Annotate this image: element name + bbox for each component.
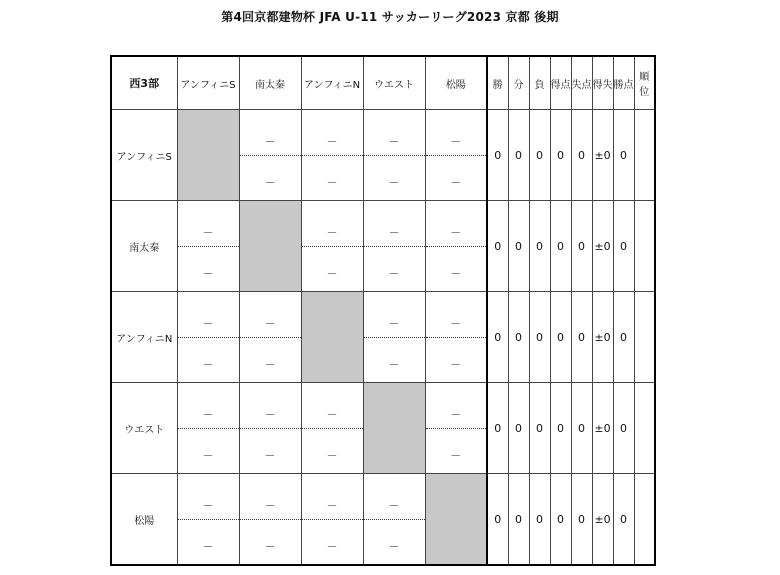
dotted-divider	[240, 519, 301, 520]
first-half-score: －	[388, 135, 400, 148]
self-match-cell	[239, 201, 301, 292]
stat-goals-against: 0	[571, 110, 592, 201]
stat-points: 0	[613, 201, 634, 292]
dotted-divider	[364, 246, 425, 247]
stat-points: 0	[613, 383, 634, 474]
stat-losses: 0	[529, 292, 550, 383]
stat-goals-against: 0	[571, 383, 592, 474]
stat-goals-for: 0	[550, 292, 571, 383]
match-score-cell	[425, 292, 487, 383]
row-team-name: アンフィニN	[111, 292, 177, 383]
second-half-score: －	[388, 540, 400, 553]
col-header-team: アンフィニS	[177, 56, 239, 110]
second-half-score: －	[388, 358, 400, 371]
table-row	[111, 383, 655, 474]
stat-goal-diff: ±0	[592, 383, 613, 474]
dotted-divider	[302, 428, 363, 429]
first-half-score: －	[450, 226, 462, 239]
stat-wins: 0	[487, 292, 508, 383]
stat-goal-diff: ±0	[592, 201, 613, 292]
self-match-cell	[177, 110, 239, 201]
stat-goal-diff: ±0	[592, 110, 613, 201]
match-score-cell	[301, 383, 363, 474]
match-score-cell	[177, 201, 239, 292]
self-match-cell	[301, 292, 363, 383]
col-header-goals-against: 失点	[571, 56, 592, 110]
match-score-cell	[363, 201, 425, 292]
match-score-cell	[239, 110, 301, 201]
dotted-divider	[426, 246, 487, 247]
match-score-cell	[239, 292, 301, 383]
col-header-points: 勝点	[613, 56, 634, 110]
second-half-score: －	[264, 176, 276, 189]
match-score-cell	[425, 201, 487, 292]
match-score-cell	[363, 292, 425, 383]
col-header-team: ウエスト	[363, 56, 425, 110]
page-title: 第4回京都建物杯 JFA U-11 サッカーリーグ2023 京都 後期	[221, 10, 559, 24]
stat-goals-for: 0	[550, 474, 571, 566]
first-half-score: －	[264, 135, 276, 148]
stat-rank	[634, 383, 655, 474]
stat-draws: 0	[508, 201, 529, 292]
first-half-score: －	[326, 135, 338, 148]
stat-wins: 0	[487, 383, 508, 474]
row-team-name: アンフィニS	[111, 110, 177, 201]
col-header-losses: 負	[529, 56, 550, 110]
match-score-cell	[301, 474, 363, 566]
dotted-divider	[364, 337, 425, 338]
second-half-score: －	[264, 540, 276, 553]
stat-goals-for: 0	[550, 383, 571, 474]
first-half-score: －	[450, 317, 462, 330]
first-half-score: －	[202, 226, 214, 239]
second-half-score: －	[202, 358, 214, 371]
row-team-name: 南太秦	[111, 201, 177, 292]
row-team-name: ウエスト	[111, 383, 177, 474]
stat-losses: 0	[529, 383, 550, 474]
dotted-divider	[178, 428, 239, 429]
first-half-score: －	[202, 499, 214, 512]
second-half-score: －	[326, 449, 338, 462]
stat-goals-for: 0	[550, 110, 571, 201]
col-header-team: 南太秦	[239, 56, 301, 110]
dotted-divider	[426, 155, 487, 156]
match-score-cell	[239, 383, 301, 474]
stat-points: 0	[613, 292, 634, 383]
stat-goal-diff: ±0	[592, 474, 613, 566]
stat-wins: 0	[487, 110, 508, 201]
stat-draws: 0	[508, 292, 529, 383]
match-score-cell	[425, 383, 487, 474]
stat-rank	[634, 110, 655, 201]
match-score-cell	[425, 110, 487, 201]
stat-goals-against: 0	[571, 474, 592, 566]
dotted-divider	[426, 337, 487, 338]
division-label: 西3部	[111, 56, 177, 110]
stat-goals-for: 0	[550, 201, 571, 292]
col-header-goals-for: 得点	[550, 56, 571, 110]
dotted-divider	[240, 428, 301, 429]
dotted-divider	[178, 519, 239, 520]
second-half-score: －	[326, 267, 338, 280]
dotted-divider	[364, 519, 425, 520]
dotted-divider	[364, 155, 425, 156]
dotted-divider	[240, 337, 301, 338]
first-half-score: －	[326, 408, 338, 421]
stat-wins: 0	[487, 474, 508, 566]
stat-goal-diff: ±0	[592, 292, 613, 383]
second-half-score: －	[264, 449, 276, 462]
stat-goals-against: 0	[571, 292, 592, 383]
self-match-cell	[363, 383, 425, 474]
match-score-cell	[177, 474, 239, 566]
table-row	[111, 292, 655, 383]
second-half-score: －	[202, 540, 214, 553]
dotted-divider	[178, 246, 239, 247]
match-score-cell	[177, 383, 239, 474]
stat-losses: 0	[529, 201, 550, 292]
second-half-score: －	[202, 449, 214, 462]
dotted-divider	[302, 155, 363, 156]
first-half-score: －	[388, 226, 400, 239]
second-half-score: －	[202, 267, 214, 280]
col-header-team: 松陽	[425, 56, 487, 110]
match-score-cell	[301, 201, 363, 292]
second-half-score: －	[388, 176, 400, 189]
col-header-wins: 勝	[487, 56, 508, 110]
second-half-score: －	[326, 176, 338, 189]
header-row	[111, 56, 655, 110]
stat-points: 0	[613, 110, 634, 201]
match-score-cell	[239, 474, 301, 566]
col-header-rank: 順位	[634, 56, 655, 110]
dotted-divider	[178, 337, 239, 338]
first-half-score: －	[388, 317, 400, 330]
table-row	[111, 201, 655, 292]
stat-draws: 0	[508, 383, 529, 474]
first-half-score: －	[202, 317, 214, 330]
first-half-score: －	[450, 135, 462, 148]
first-half-score: －	[264, 317, 276, 330]
col-header-team: アンフィニN	[301, 56, 363, 110]
second-half-score: －	[264, 358, 276, 371]
first-half-score: －	[326, 499, 338, 512]
first-half-score: －	[388, 499, 400, 512]
stat-rank	[634, 474, 655, 566]
stat-losses: 0	[529, 474, 550, 566]
first-half-score: －	[264, 408, 276, 421]
row-team-name: 松陽	[111, 474, 177, 566]
stat-goals-against: 0	[571, 201, 592, 292]
dotted-divider	[302, 519, 363, 520]
dotted-divider	[302, 246, 363, 247]
stat-points: 0	[613, 474, 634, 566]
table-row	[111, 110, 655, 201]
stat-wins: 0	[487, 201, 508, 292]
match-score-cell	[363, 474, 425, 566]
match-score-cell	[363, 110, 425, 201]
first-half-score: －	[450, 408, 462, 421]
dotted-divider	[240, 155, 301, 156]
second-half-score: －	[388, 267, 400, 280]
match-score-cell	[177, 292, 239, 383]
stat-draws: 0	[508, 110, 529, 201]
stat-draws: 0	[508, 474, 529, 566]
first-half-score: －	[326, 226, 338, 239]
second-half-score: －	[450, 358, 462, 371]
table-row	[111, 474, 655, 566]
dotted-divider	[426, 428, 487, 429]
second-half-score: －	[450, 176, 462, 189]
col-header-goal-diff: 得失	[592, 56, 613, 110]
stat-losses: 0	[529, 110, 550, 201]
stat-rank	[634, 201, 655, 292]
league-table	[110, 55, 656, 566]
first-half-score: －	[202, 408, 214, 421]
first-half-score: －	[264, 499, 276, 512]
match-score-cell	[301, 110, 363, 201]
second-half-score: －	[450, 267, 462, 280]
second-half-score: －	[326, 540, 338, 553]
second-half-score: －	[450, 449, 462, 462]
self-match-cell	[425, 474, 487, 566]
col-header-draws: 分	[508, 56, 529, 110]
stat-rank	[634, 292, 655, 383]
